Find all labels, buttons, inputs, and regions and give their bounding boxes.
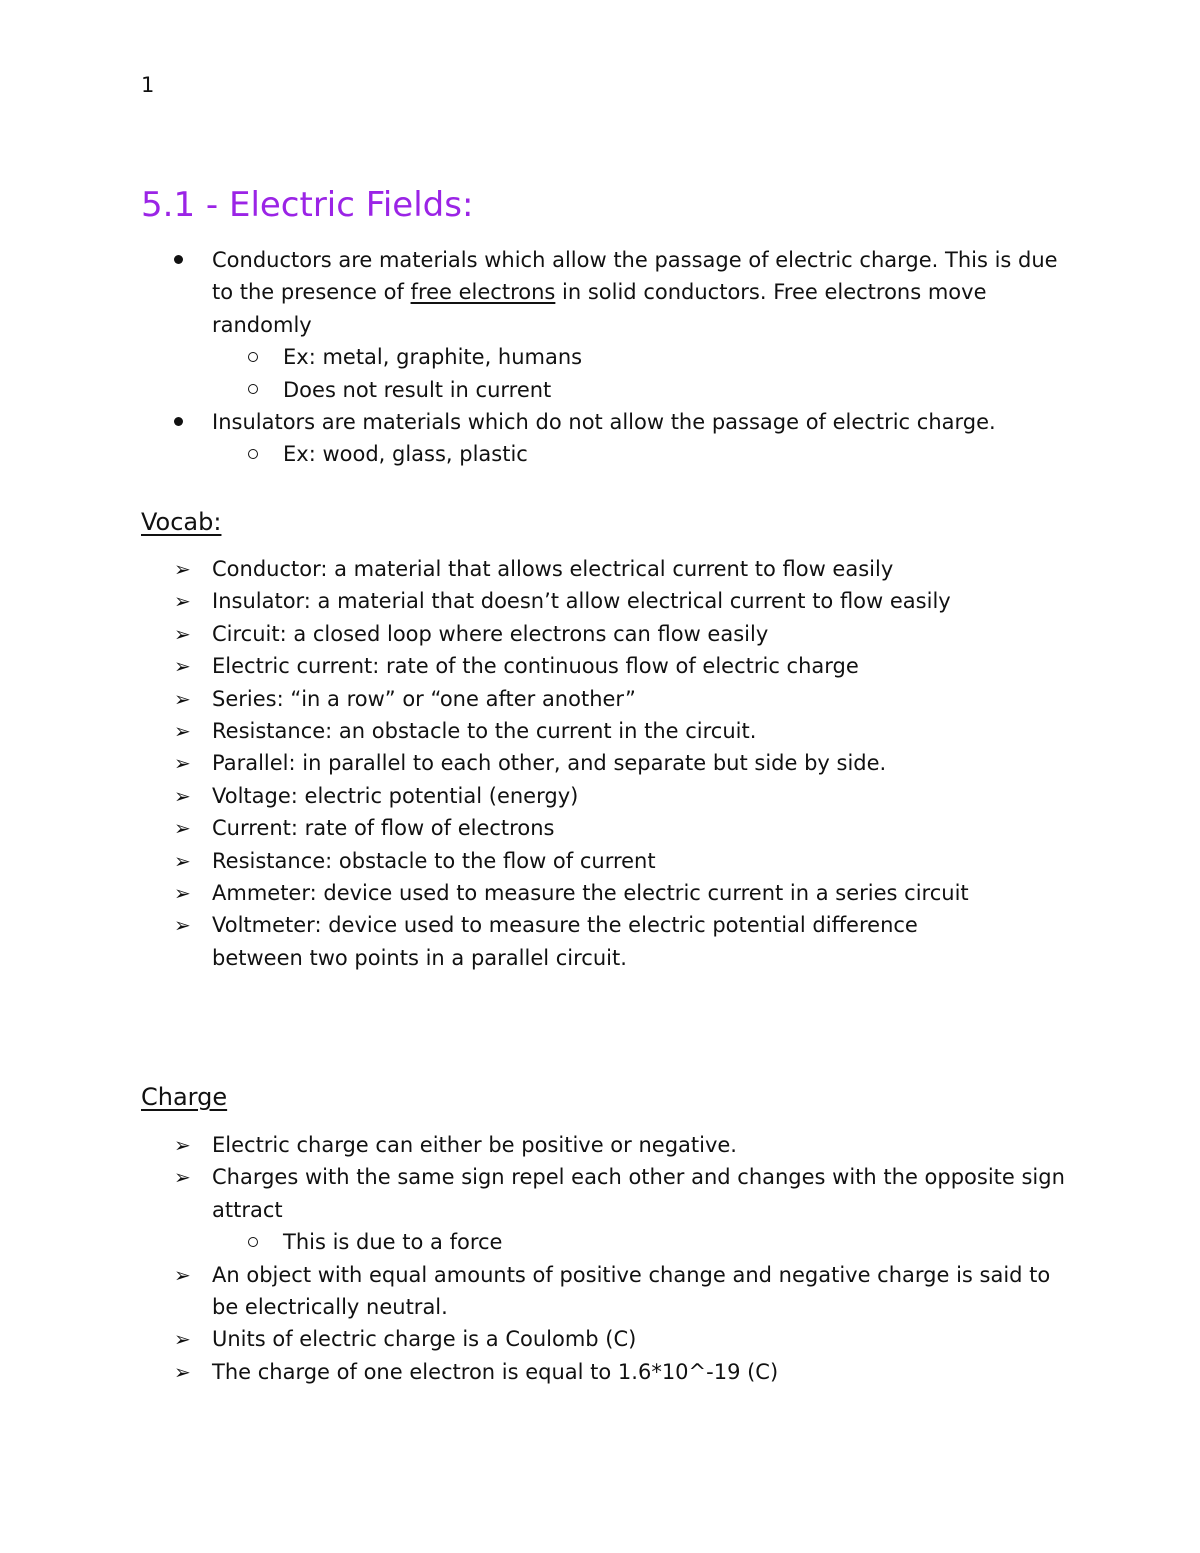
item-text: Ex: metal, graphite, humans (283, 345, 583, 370)
arrow-bullet-icon: ➢ (174, 686, 191, 711)
section-title: 5.1 - Electric Fields: (141, 185, 474, 225)
list-item (0, 406, 1072, 438)
list-item (0, 1356, 1072, 1388)
vocab-list (0, 553, 1072, 974)
item-text: Does not result in current (283, 377, 552, 402)
vocab-heading: Vocab: (141, 508, 222, 536)
item-text: Charges with the same sign repel each other and changes with the opposite sign attract (212, 1165, 1065, 1222)
arrow-bullet-icon: ➢ (174, 1327, 191, 1352)
bullet-disc-icon (174, 244, 183, 276)
arrow-bullet-icon: ➢ (174, 719, 191, 744)
list-item (0, 877, 1072, 909)
item-text: Circuit: a closed loop where electrons can flow easily (212, 621, 769, 646)
item-text: Insulators are materials which do not allow the passage of electric charge. (212, 410, 996, 435)
arrow-bullet-icon: ➢ (174, 848, 191, 873)
arrow-bullet-icon: ➢ (174, 913, 191, 938)
arrow-bullet-icon: ➢ (174, 589, 191, 614)
list-item (0, 650, 1072, 682)
list-item (0, 438, 1063, 470)
list-item (0, 715, 1072, 747)
item-text: Resistance: obstacle to the flow of current (212, 848, 656, 873)
item-text: Series: “in a row” or “one after another” (212, 686, 636, 711)
arrow-bullet-icon: ➢ (174, 783, 191, 808)
list-item (0, 1323, 1072, 1355)
list-item (0, 1226, 1063, 1258)
list-item (0, 812, 1072, 844)
item-text: Insulator: a material that doesn’t allow electrical current to flow easily (212, 589, 951, 614)
arrow-bullet-icon: ➢ (174, 881, 191, 906)
item-text: Resistance: an obstacle to the current in the circuit. (212, 719, 757, 744)
list-item (0, 374, 1063, 406)
item-text: Conductors are materials which allow the passage of electric charge. This is due to the presence of (212, 248, 1058, 305)
item-text: Voltage: electric potential (energy) (212, 783, 579, 808)
list-item (0, 1129, 1072, 1161)
list-item (0, 341, 1063, 373)
list-item (0, 553, 1072, 585)
item-text: This is due to a force (283, 1230, 503, 1255)
item-text: Ammeter: device used to measure the electric current in a series circuit (212, 881, 969, 906)
arrow-bullet-icon: ➢ (174, 557, 191, 581)
list-item (0, 244, 1072, 341)
bullet-disc-icon (174, 406, 183, 438)
item-text: in solid conductors. Free electrons move randomly (212, 280, 987, 337)
item-text: Parallel: in parallel to each other, and separate but side by side. (212, 751, 887, 776)
page-number: 1 (141, 73, 155, 97)
item-text: Ex: wood, glass, plastic (283, 442, 528, 467)
list-item (0, 618, 1072, 650)
bullet-circle-icon (248, 374, 258, 406)
item-text: Units of electric charge is a Coulomb (C) (212, 1327, 637, 1352)
list-item (0, 1259, 1072, 1324)
bullet-circle-icon (248, 1226, 258, 1258)
item-text: The charge of one electron is equal to 1.6*10^-19 (C) (212, 1359, 779, 1384)
list-item (0, 845, 1072, 877)
item-text: Current: rate of flow of electrons (212, 816, 555, 841)
arrow-bullet-icon: ➢ (174, 654, 191, 679)
arrow-bullet-icon: ➢ (174, 816, 191, 841)
item-text: Electric charge can either be positive or negative. (212, 1133, 737, 1157)
charge-list (0, 1129, 1072, 1388)
intro-list (0, 244, 1072, 471)
item-text: Voltmeter: device used to measure the electric potential difference between two points in a parallel circuit. (212, 913, 918, 970)
list-item (0, 780, 1072, 812)
bullet-circle-icon (248, 341, 258, 373)
list-item (0, 585, 1072, 617)
bullet-circle-icon (248, 438, 258, 470)
list-item (0, 1161, 1072, 1226)
arrow-bullet-icon: ➢ (174, 621, 191, 646)
list-item (0, 683, 1072, 715)
arrow-bullet-icon: ➢ (174, 1133, 191, 1157)
item-text: Electric current: rate of the continuous flow of electric charge (212, 654, 859, 679)
list-item (0, 909, 1002, 974)
arrow-bullet-icon: ➢ (174, 1165, 191, 1190)
charge-heading: Charge (141, 1083, 228, 1111)
underlined-term: free electrons (410, 280, 556, 305)
arrow-bullet-icon: ➢ (174, 1262, 191, 1287)
arrow-bullet-icon: ➢ (174, 1359, 191, 1384)
item-text: An object with equal amounts of positive change and negative charge is said to be electrically neutral. (212, 1262, 1051, 1320)
list-item (0, 747, 1072, 779)
item-text: Conductor: a material that allows electrical current to flow easily (212, 557, 894, 581)
arrow-bullet-icon: ➢ (174, 751, 191, 776)
